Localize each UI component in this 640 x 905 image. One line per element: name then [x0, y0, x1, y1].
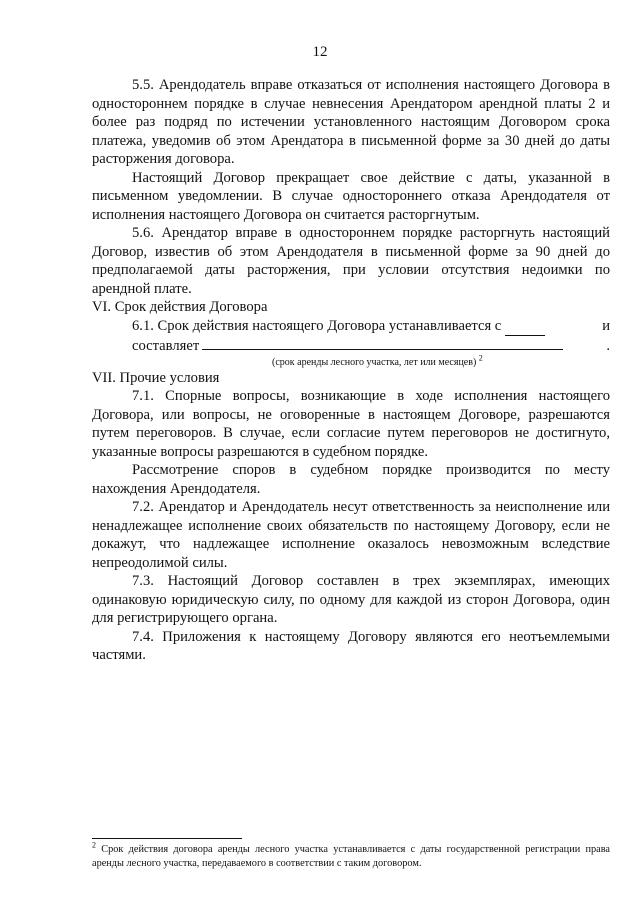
- footnote-marker: 2: [478, 353, 483, 363]
- duration-line: [92, 336, 610, 356]
- paragraph-7-1-continued: Рассмотрение споров в судебном порядке производится по месту нахождения Арендодателя.: [92, 462, 610, 497]
- paragraph-6-1-text: 6.1. Срок действия настоящего Договора устанавливается с: [132, 317, 502, 334]
- paragraph-7-4: 7.4. Приложения к настоящему Договору являются его неотъемлемыми частями.: [92, 628, 610, 663]
- page-number: 12: [312, 44, 328, 60]
- duration-period: .: [606, 338, 610, 354]
- paragraph-5-5: 5.5. Арендодатель вправе отказаться от исполнения настоящего Договора в одностороннем порядке в случае невнесения Арендатором арендной платы 2 и более раз подряд по истечении установленного настоящим Договором срока платежа, уведомив об этом Арендатора в письменной форме за 30 дней до даты расторжения договора.: [92, 77, 610, 167]
- footnote-number: 2: [92, 840, 96, 850]
- footnote-divider: [92, 838, 242, 839]
- duration-blank: [202, 336, 563, 350]
- duration-label: составляет: [132, 338, 200, 354]
- duration-caption: (срок аренды лесного участка, лет или месяцев) $^2$: [272, 353, 483, 368]
- section-7-title: VII. Прочие условия: [92, 369, 220, 386]
- document-body: [92, 76, 610, 665]
- start-date-blank: [505, 317, 545, 337]
- paragraph-5-5-continued: Настоящий Договор прекращает свое действие с даты, указанной в письменном уведомлении. В случае одностороннего отказа Арендодателя от исполнения настоящего Договора он считается расторгнутым.: [92, 169, 610, 223]
- section-6-title: VI. Срок действия Договора: [92, 299, 268, 315]
- paragraph-5-6: 5.6. Арендатор вправе в одностороннем порядке расторгнуть настоящий Договор, известив об этом Арендодателя в письменной форме за 90 дней до предполагаемой даты расторжения, при условии отсутствия недоимки по арендной плате.: [92, 225, 610, 297]
- paragraph-6-1-and: и: [602, 317, 610, 334]
- paragraph-7-3: 7.3. Настоящий Договор составлен в трех экземплярах, имеющих одинаковую юридическую силу, по одному для каждой из сторон Договора, один для регистрирующего органа.: [92, 573, 610, 626]
- footnote-text: Срок действия договора аренды лесного участка устанавливается с даты государственной регистрации права аренды лесного участка, передаваемого в соответствии с таким договором.: [92, 844, 610, 869]
- paragraph-7-1: 7.1. Спорные вопросы, возникающие в ходе исполнения настоящего Договора, или вопросы, не оговоренные в настоящем Договоре, разрешаются путем переговоров. В случае, если согласие путем переговоров не достигнуто, указанные вопросы разрешаются в судебном порядке.: [92, 388, 610, 460]
- paragraph-7-2: 7.2. Арендатор и Арендодатель несут ответственность за неисполнение или ненадлежащее исполнение своих обязательств по настоящему Договору, если не докажут, что надлежащее исполнение оказалось невозможным вследствие непреодолимой силы.: [92, 499, 610, 571]
- paragraph-6-1: [92, 317, 610, 337]
- footnote: [92, 840, 610, 870]
